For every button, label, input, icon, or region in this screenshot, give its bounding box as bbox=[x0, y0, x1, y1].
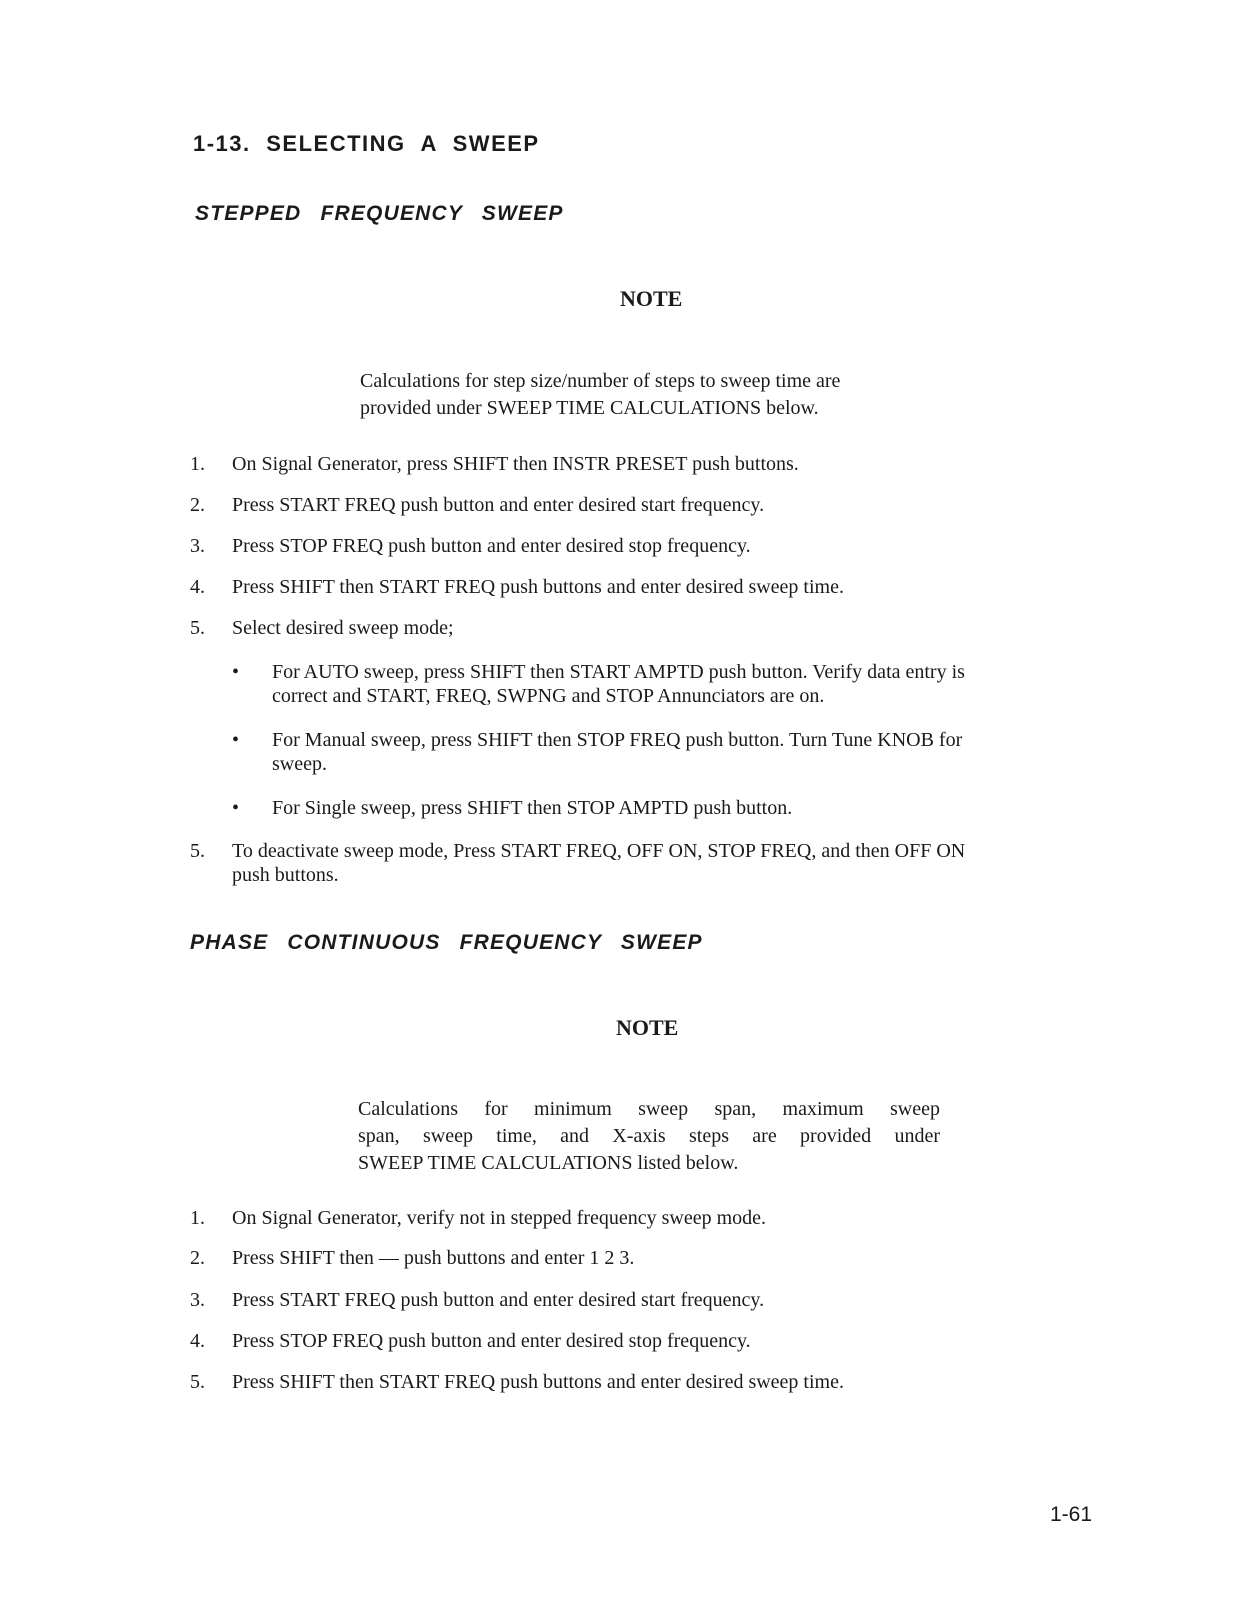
step-text bbox=[232, 839, 1102, 887]
step-number: 1. bbox=[190, 453, 205, 475]
bullet-dot: • bbox=[232, 661, 240, 683]
step-number: 2. bbox=[190, 1247, 205, 1269]
step-number: 4. bbox=[190, 1330, 205, 1352]
step-text: Press START FREQ push button and enter desired start frequency. bbox=[232, 494, 765, 516]
phase-note-text bbox=[358, 1096, 940, 1177]
step-text: Press STOP FREQ push button and enter desired stop frequency. bbox=[232, 1330, 751, 1352]
step-number: 3. bbox=[190, 535, 205, 557]
bullet-line: For AUTO sweep, press SHIFT then START AMPTD push button. Verify data entry is bbox=[272, 661, 965, 683]
step-text: Press SHIFT then — push buttons and enter 1 2 3. bbox=[232, 1247, 635, 1269]
step-text: Press SHIFT then START FREQ push buttons and enter desired sweep time. bbox=[232, 576, 844, 598]
step-number: 1. bbox=[190, 1207, 205, 1229]
step-number: 4. bbox=[190, 576, 205, 598]
step-number: 3. bbox=[190, 1289, 205, 1311]
step-line: push buttons. bbox=[232, 864, 339, 886]
stepped-note-text bbox=[360, 368, 840, 422]
step-number: 2. bbox=[190, 494, 205, 516]
bullet-line: sweep. bbox=[272, 753, 327, 775]
step-number: 5. bbox=[190, 840, 205, 862]
page-number: 1-61 bbox=[1050, 1503, 1093, 1526]
bullet-text bbox=[272, 660, 1112, 708]
bullet-dot: • bbox=[232, 797, 240, 819]
step-text: Select desired sweep mode; bbox=[232, 617, 454, 639]
bullet-dot: • bbox=[232, 729, 240, 751]
bullet-line: correct and START, FREQ, SWPNG and STOP Annunciators are on. bbox=[272, 685, 825, 707]
section-title: 1-13. SELECTING A SWEEP bbox=[193, 131, 540, 156]
note-line: SWEEP TIME CALCULATIONS listed below. bbox=[358, 1152, 739, 1174]
phase-note-heading: NOTE bbox=[616, 1015, 679, 1040]
step-text: On Signal Generator, verify not in stepped frequency sweep mode. bbox=[232, 1207, 767, 1229]
phase-subtitle: PHASE CONTINUOUS FREQUENCY SWEEP bbox=[190, 931, 703, 954]
step-text: On Signal Generator, press SHIFT then INSTR PRESET push buttons. bbox=[232, 453, 799, 475]
bullet-text bbox=[272, 728, 1112, 776]
step-text: Press STOP FREQ push button and enter desired stop frequency. bbox=[232, 535, 751, 557]
step-number: 5. bbox=[190, 1371, 205, 1393]
bullet-line: For Single sweep, press SHIFT then STOP AMPTD push button. bbox=[272, 797, 793, 819]
bullet-line: For Manual sweep, press SHIFT then STOP FREQ push button. Turn Tune KNOB for bbox=[272, 729, 963, 751]
note-line: Calculations for step size/number of steps to sweep time are bbox=[360, 370, 841, 392]
note-line: span, sweep time, and X-axis steps are provided under bbox=[358, 1125, 940, 1147]
stepped-subtitle: STEPPED FREQUENCY SWEEP bbox=[195, 202, 564, 225]
step-text: Press START FREQ push button and enter desired start frequency. bbox=[232, 1289, 765, 1311]
stepped-note-heading: NOTE bbox=[620, 286, 683, 311]
note-line: provided under SWEEP TIME CALCULATIONS below. bbox=[360, 397, 819, 419]
note-line: Calculations for minimum sweep span, maximum sweep bbox=[358, 1098, 940, 1120]
step-line: To deactivate sweep mode, Press START FREQ, OFF ON, STOP FREQ, and then OFF ON bbox=[232, 840, 966, 862]
bullet-text bbox=[272, 796, 1112, 820]
step-text: Press SHIFT then START FREQ push buttons and enter desired sweep time. bbox=[232, 1371, 844, 1393]
step-number: 5. bbox=[190, 617, 205, 639]
